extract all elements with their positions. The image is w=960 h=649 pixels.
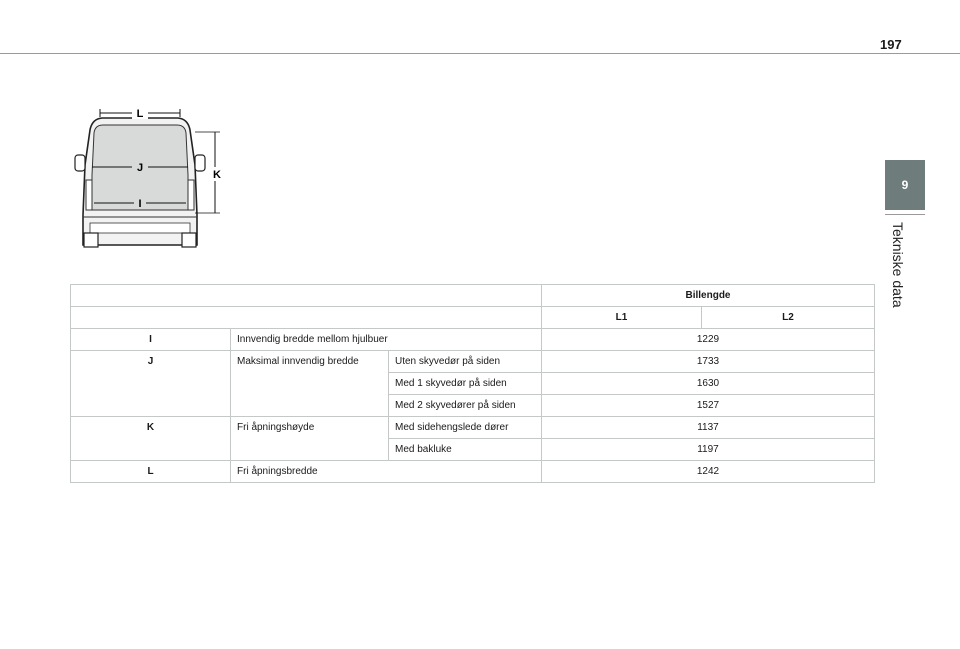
row-value: 1242 — [542, 461, 875, 483]
page-number: 197 — [880, 37, 902, 52]
row-value: 1229 — [542, 329, 875, 351]
label-I: I — [138, 198, 142, 210]
row-sub-label: Uten skyvedør på siden — [389, 351, 542, 373]
table-row — [71, 417, 875, 439]
row-value: 1630 — [542, 373, 875, 395]
row-key: K — [71, 417, 231, 461]
row-desc: Fri åpningshøyde — [231, 417, 389, 461]
row-key: L — [71, 461, 231, 483]
row-desc: Fri åpningsbredde — [231, 461, 542, 483]
chapter-tab-divider — [885, 214, 925, 215]
row-sub-label: Med bakluke — [389, 439, 542, 461]
group-header: Billengde — [542, 285, 875, 307]
van-rear-diagram — [70, 105, 240, 250]
row-key: I — [71, 329, 231, 351]
blank-subheader — [71, 307, 542, 329]
label-K: K — [213, 169, 221, 181]
table-row — [71, 461, 875, 483]
row-sub-label: Med 1 skyvedør på siden — [389, 373, 542, 395]
table-row — [71, 351, 875, 373]
row-sub-label: Med sidehengslede dører — [389, 417, 542, 439]
label-J: J — [136, 162, 144, 174]
header-divider — [0, 53, 960, 54]
label-L: L — [136, 108, 144, 120]
chapter-title: Tekniske data — [890, 222, 906, 308]
row-desc: Innvendig bredde mellom hjulbuer — [231, 329, 542, 351]
row-value: 1733 — [542, 351, 875, 373]
table-row — [71, 329, 875, 351]
dimensions-table — [70, 284, 875, 483]
col-L1: L1 — [542, 307, 702, 329]
row-value: 1197 — [542, 439, 875, 461]
blank-header — [71, 285, 542, 307]
row-key: J — [71, 351, 231, 417]
row-desc: Maksimal innvendig bredde — [231, 351, 389, 417]
row-value: 1527 — [542, 395, 875, 417]
row-value: 1137 — [542, 417, 875, 439]
row-sub-label: Med 2 skyvedører på siden — [389, 395, 542, 417]
chapter-tab[interactable]: 9 — [885, 160, 925, 210]
col-L2: L2 — [702, 307, 875, 329]
